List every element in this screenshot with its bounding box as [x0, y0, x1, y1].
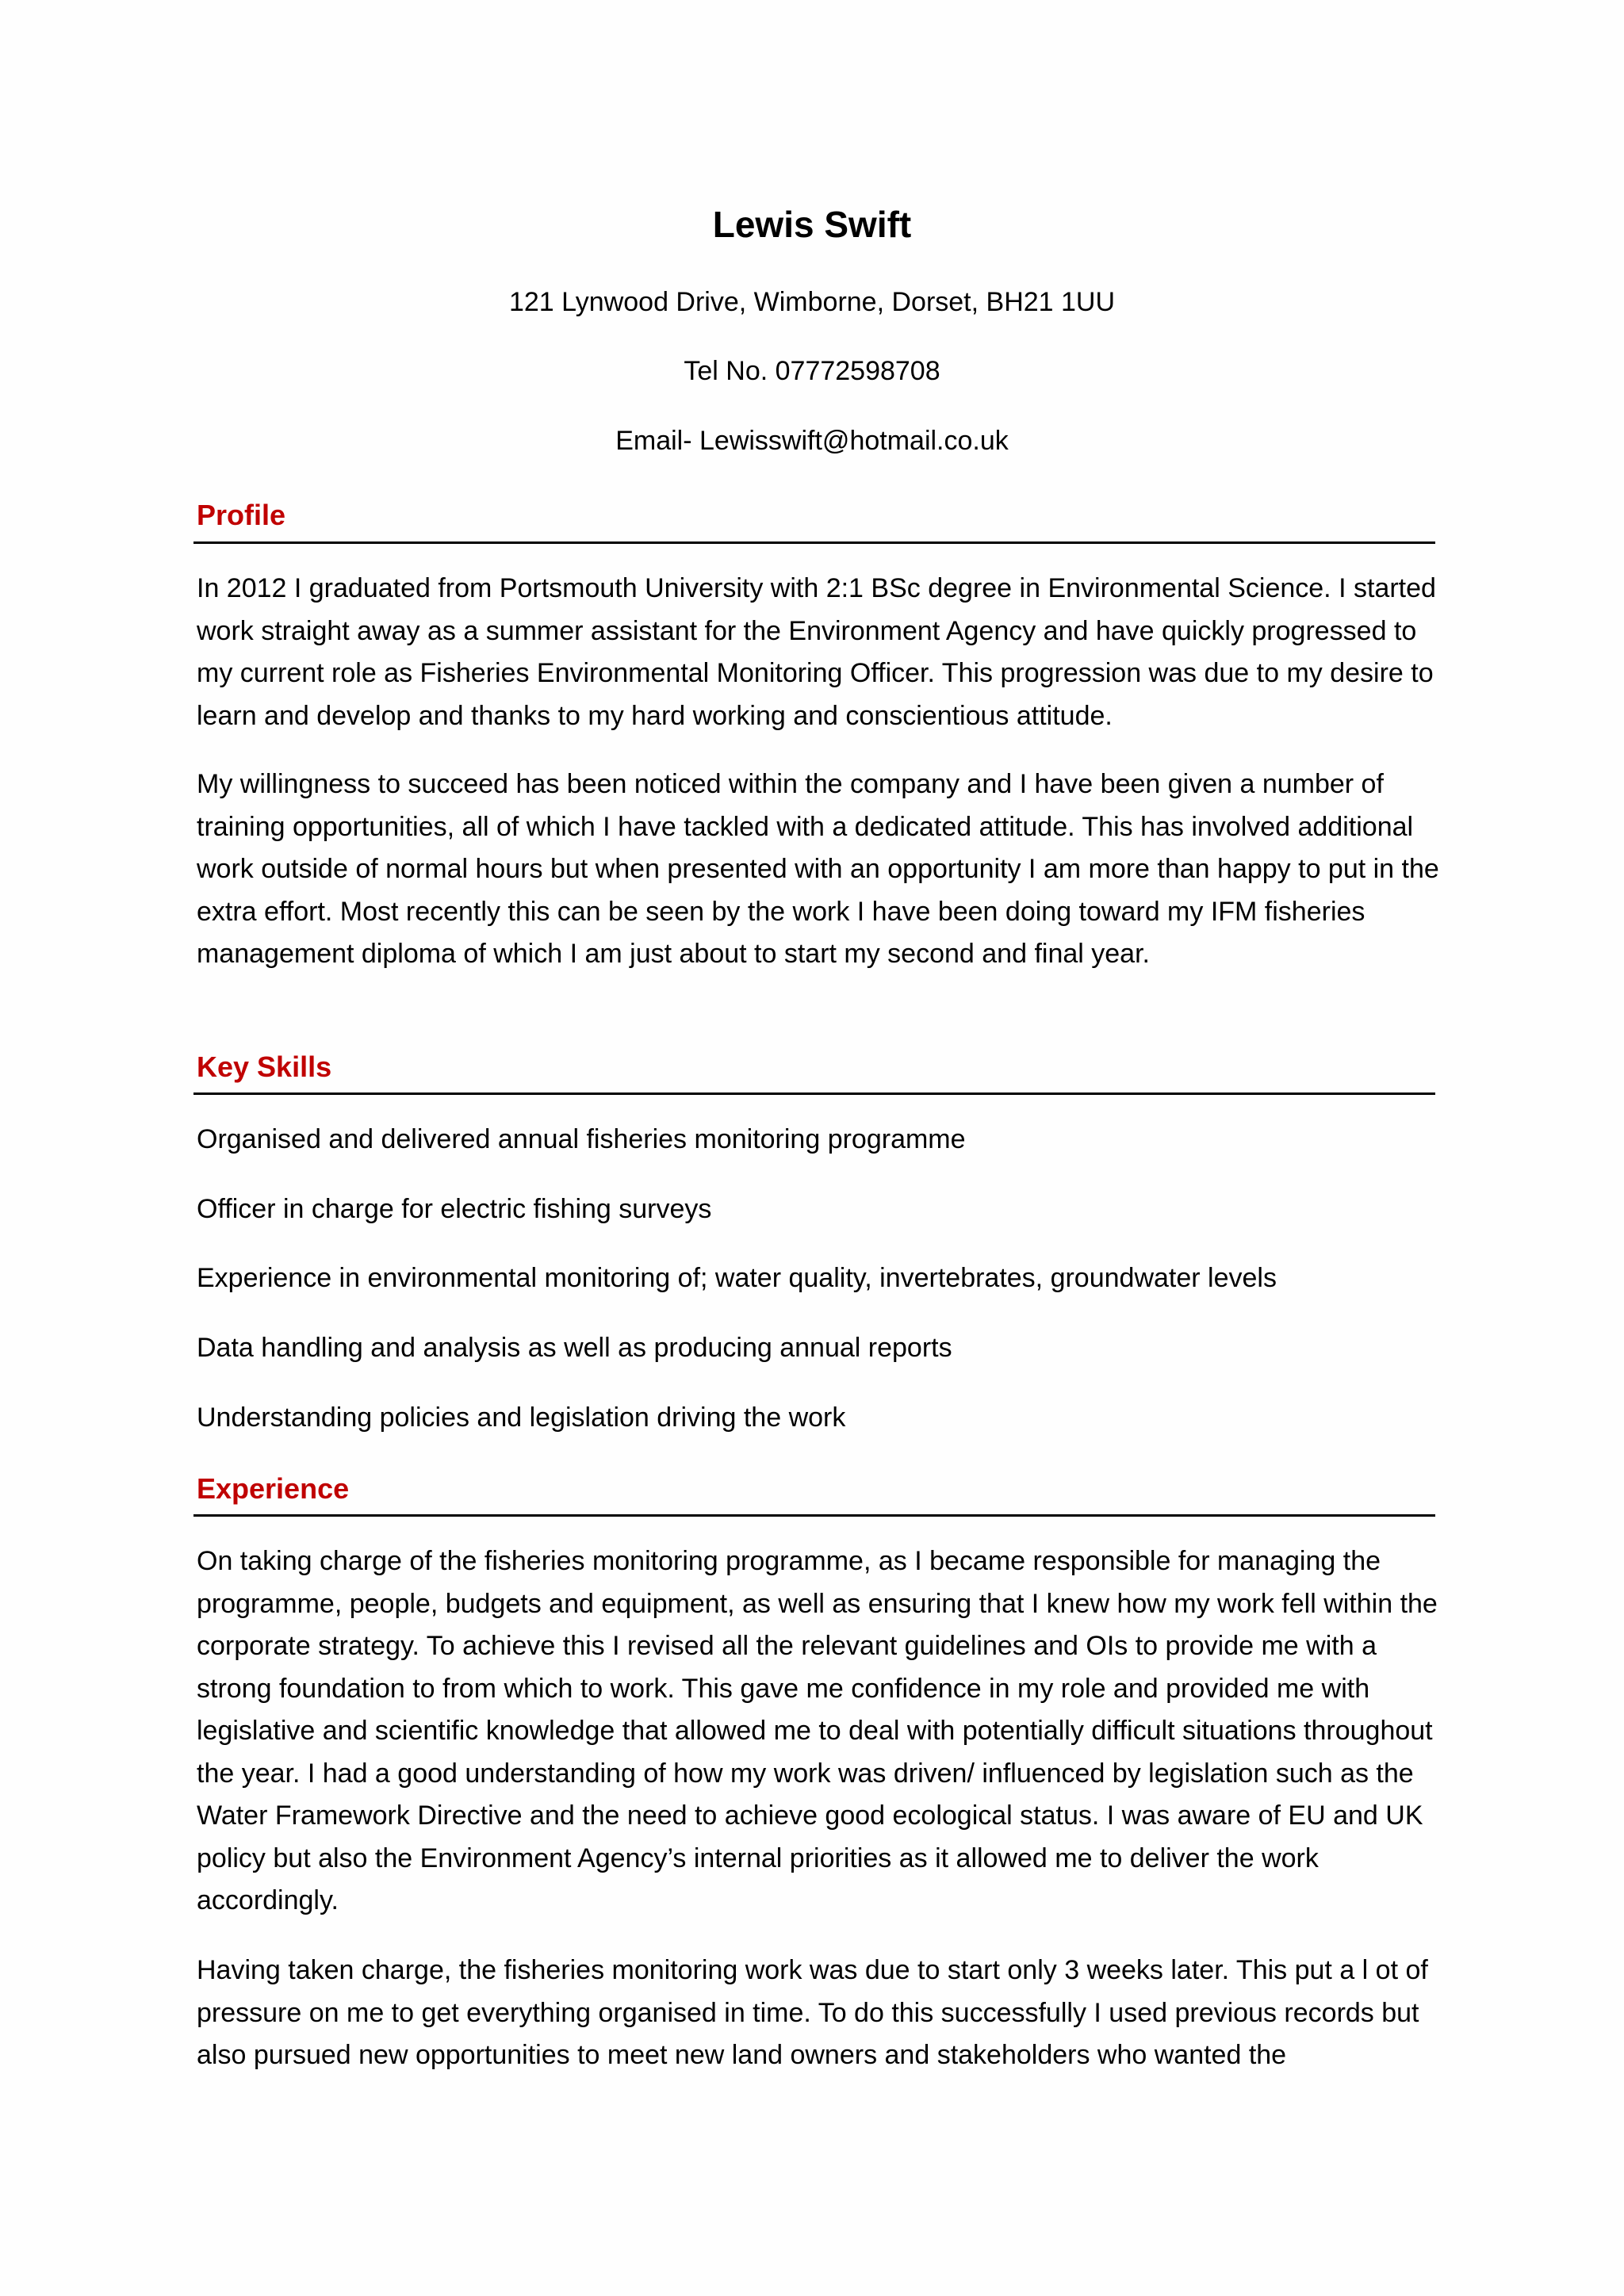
address-line: 121 Lynwood Drive, Wimborne, Dorset, BH21 1UU [508, 287, 1116, 317]
skill-item: Understanding policies and legislation driving the work [197, 1402, 846, 1433]
phone-line: Tel No. 07772598708 [684, 356, 940, 386]
section-title-experience: Experience [197, 1472, 350, 1505]
profile-paragraph-2: My willingness to succeed has been noticed within the company and I have been given a number of training opportunities, all of which I have tackled with a dedicated attitude. This has involved additional work outside of normal hours but when presented with an opportunity I am more than happy to put in the extra effort. Most recently this can be seen by the work I have been doing toward my IFM fisheries management diploma of which I am just about to start my second and final year. [197, 769, 1439, 969]
section-title-profile: Profile [197, 499, 286, 531]
section-title-key-skills: Key Skills [197, 1050, 332, 1083]
skill-item: Organised and delivered annual fisheries monitoring programme [197, 1124, 966, 1154]
section-rule-key-skills [193, 1093, 1435, 1095]
skill-item: Data handling and analysis as well as producing annual reports [197, 1333, 952, 1363]
candidate-name: Lewis Swift [712, 204, 912, 245]
experience-paragraph-1: On taking charge of the fisheries monitoring programme, as I became responsible for managing the programme, people, budgets and equipment, as well as ensuring that I knew how my work fell within the corporate strategy. To achieve this I revised all the relevant guidelines and OIs to provide me with a strong foundation to from which to work. This gave me confidence in my role and provided me with legislative and scientific knowledge that allowed me to deal with potentially difficult situations throughout the year. I had a good understanding of how my work was driven/ influenced by legislation such as the Water Framework Directive and the need to achieve good ecological status. I was aware of EU and UK policy but also the Environment Agency’s internal priorities as it allowed me to deliver the work accordingly. [197, 1546, 1438, 1915]
section-rule-experience [193, 1514, 1435, 1517]
experience-paragraph-2: Having taken charge, the fisheries monitoring work was due to start only 3 weeks later. This put a l ot of pressure on me to get everything organised in time. To do this successfully I used previous records but also pursued new opportunities to meet new land owners and stakeholders who wanted the [197, 1955, 1428, 2070]
skill-item: Officer in charge for electric fishing surveys [197, 1194, 712, 1224]
profile-paragraph-1: In 2012 I graduated from Portsmouth University with 2:1 BSc degree in Environmental Science. I started work straight away as a summer assistant for the Environment Agency and have quickly progressed to my current role as Fisheries Environmental Monitoring Officer. This progression was due to my desire to learn and develop and thanks to my hard working and conscientious attitude. [197, 573, 1436, 731]
email-line: Email- Lewisswift@hotmail.co.uk [615, 426, 1009, 456]
section-rule-profile [193, 541, 1435, 544]
skill-item: Experience in environmental monitoring of; water quality, invertebrates, groundwater levels [197, 1263, 1277, 1293]
